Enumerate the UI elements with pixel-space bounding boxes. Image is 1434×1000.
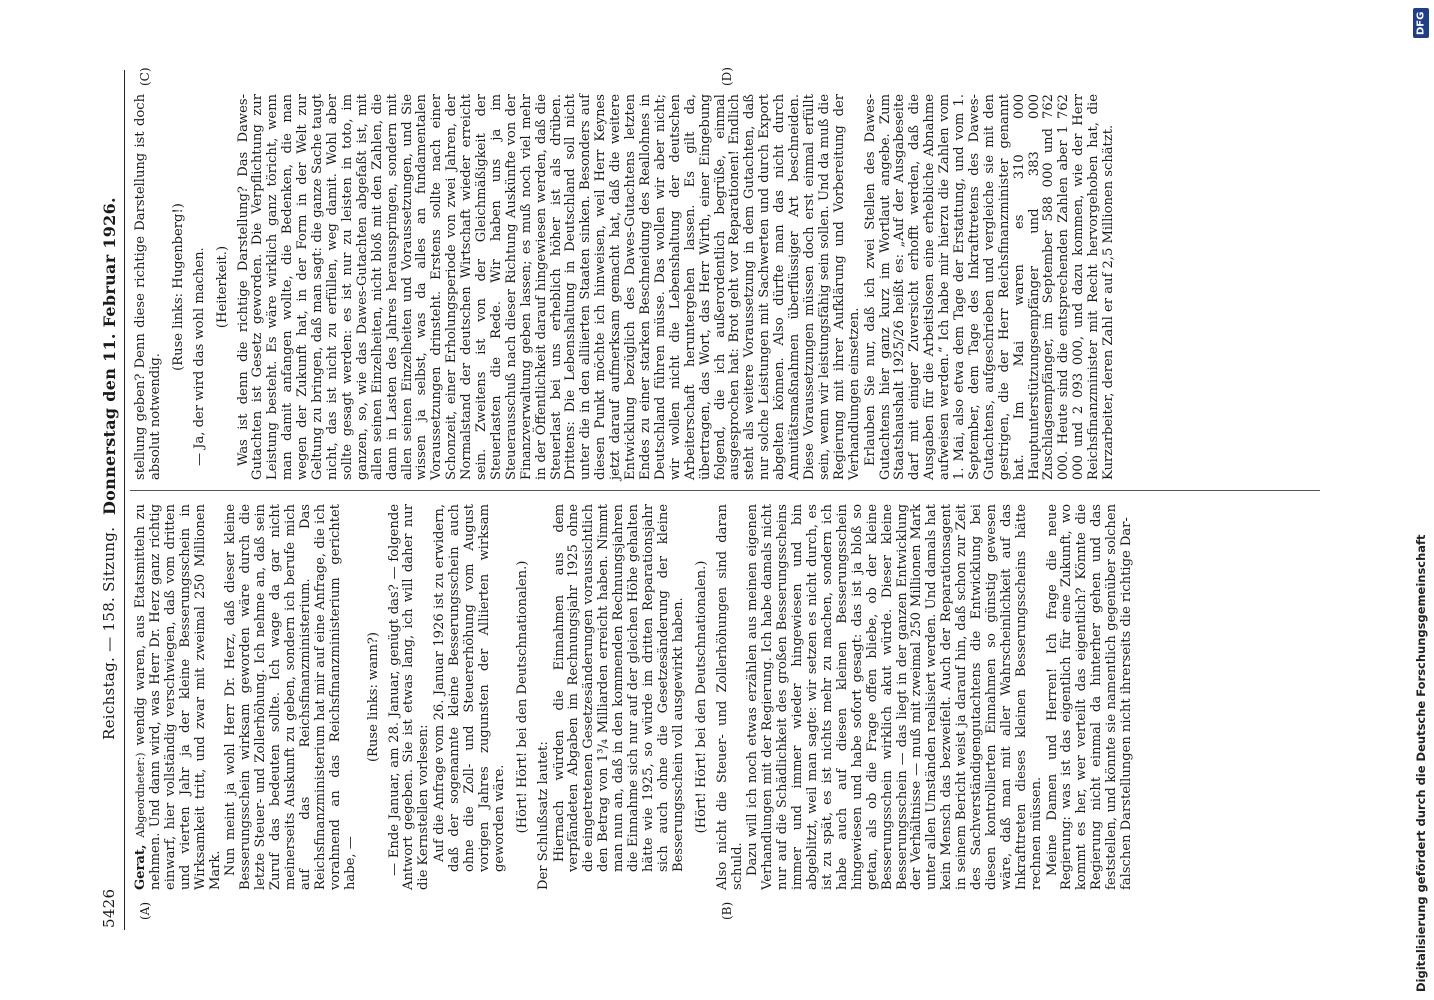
paragraph: Der Schlußsatz lautet: [535, 741, 551, 890]
interjection: (Hört! Hört! bei den Deutschnationalen.) [693, 560, 709, 834]
margin-marker-d: (D) [720, 67, 734, 86]
paragraph: Dazu will ich noch etwas erzählen aus meinen eigenen Verhandlungen mit der Regierung. Ich habe damals nicht nur auf die Schädlichkeit des großen Besserungsscheins immer und immer wieder hingewiesen und bin abgeblitzt, weil man sagte: wir setzen es nicht durch, es ist zu spät, es ist nichts mehr zu machen, sondern ich habe auch auf diesen kleinen Besserungsschein hingewiesen und habe sofort gesagt: das ist ja bloß so getan, als ob die Frage offen bliebe, ob der kleine Besserungsschein wirklich akut würde. Dieser kleine Besserungsschein — das liegt in der ganzen Entwicklung der Verhältnisse — muß mit zweimal 250 Millionen Mark unter allen Umständen realisiert werden. Und damals hat kein Mensch das bezweifelt. Auch der Reparationsagent in seinem Bericht weist ja darauf hin, daß schon zur Zeit des Sachverständigengutachtens die Entwicklung bei diesen kontrollierten Einnahmen so günstig gewesen wäre, daß man mit aller Wahrscheinlichkeit auf das Inkrafttreten dieses kleinen Besserungsscheins hätte rechnen müssen. [745, 504, 1044, 890]
left-column [134, 504, 1136, 890]
paragraph: — Ja, der wird das wohl machen. [191, 247, 207, 466]
interjection: (Hört! Hört! bei den Deutschnationalen.) [514, 560, 530, 834]
page-header [100, 70, 124, 930]
funding-sidebar [1412, 42, 1430, 992]
speaker-role: Abgeordneter:) [134, 752, 147, 838]
margin-marker-c: (C) [138, 67, 152, 86]
session-title: Reichstag. — 158. Sitzung. [100, 526, 118, 740]
column-divider [130, 490, 1320, 491]
paragraph: Meine Damen und Herren! Ich frage die neue Regierung: was ist das eigentlich für eine Zukunft, wo kommt es her, wer verteilt das eigentlich? Könnte die Regierung nicht einmal da hinterher gehen und das feststellen, und könnte sie namentlich gegenüber solchen falschen Darstellungen nicht ihrerseits die richtige Dar- [1044, 504, 1135, 890]
quotation: Hiernach würden die Einnahmen aus dem verpfändeten Abgaben im Rechnungsjahr 1925 ohne die eingetretenen Gesetzesänderungen voraussichtlich den Betrag von 1³/₄ Milliarden erreicht haben. Nimmt man nun an, daß in den kommenden Rechnungsjahren die Einnahme sich nur auf der gleichen Höhe gehalten hätte wie 1925, so würde im dritten Reparationsjahr sich auch ohne die Gesetzesänderung der kleine Besserungsschein voll ausgewirkt haben. [551, 504, 686, 872]
paragraph-text: wendig waren, aus Etatsmitteln zu nehmen. Und dann wird, was Herr Dr. Herz ganz richtig einwarf, hier vollständig verschwiegen, daß vom dritten und vierten Jahr ja der kleine Besserungsschein in Wirksamkeit tritt, und zwar mit zweimal 250 Millionen Mark. [133, 504, 223, 890]
paragraph: Was ist denn die richtige Darstellung? Das Dawes-Gutachten ist Gesetz geworden. Die Verpflichtung zur Leistung besteht. Es wäre wirklich ganz töricht, wenn man damit anfangen wollte, die Bedenken, die man wegen der Zukunft hat, in der Form in der Welt zur Geltung zu bringen, daß man sagt: die ganze Sache taugt nicht, das ist nicht zu erfüllen, weg damit. Wohl aber sollte gesagt werden: es ist nur zu leisten in toto, im ganzen, so, wie das Dawes-Gutachten abgefaßt ist, mit allen seinen Einzelheiten, nicht bloß mit den Zahlen, die dann in Lasten des Jahres herausspringen, sondern mit allen seinen Einzelheiten und Voraussetzungen, und Sie wissen ja selbst, was da alles an fundamentalen Voraussetzungen drinsteht. Erstens sollte nach einer Schonzeit, einer Erholungsperiode von zwei Jahren, der Normalstand der deutschen Wirtschaft wieder erreicht sein. Zweitens ist von der Gleichmäßigkeit der Steuerlasten die Rede. Wir haben uns ja im Steuerausschuß nach dieser Richtung Auskünfte von der Finanzverwaltung geben lassen; es muß noch viel mehr in der Öffentlichkeit darauf hingewiesen werden, daß die Steuerlast bei uns erheblich höher ist als drüben. Drittens: Die Lebenshaltung in Deutschland soll nicht unter die in den alliierten Staaten sinken. Besonders auf diesen Punkt möchte ich hinweisen, weil Herr Keynes jetzt darauf aufmerksam gemacht hat, daß die weitere Entwicklung bezüglich des Dawes-Gutachtens letzten Endes zu einer starken Beschneidung des Reallohnes in Deutschland führen müsse. Das wollen wir aber nicht; wir wollen nicht die Lebenshaltung der deutschen Arbeiterschaft heruntergehen lassen. Es gilt da, übertragen, das Wort, das Herr Wirth, einer Eingebung folgend, die ich außerordentlich begrüße, einmal ausgesprochen hat: Brot geht vor Reparationen! Endlich steht als weitere Voraussetzung in dem Gutachten, daß nur solche Leistungen mit Sachwerten und durch Export abgelten können. Also dürfte man das nicht durch Annuitätsmaßnahmen überflüssiger Art beschneiden. Diese Voraussetzungen müssen doch erst einmal erfüllt sein, wenn wir leistungsfähig sein sollen. Und da muß die Regierung mit ihrer Aufklärung und Vorbereitung der Verhandlungen einsetzen. [235, 94, 862, 480]
session-date: Donnerstag den 11. Februar 1926. [100, 197, 119, 515]
paragraph: Erlauben Sie nur, daß ich zwei Stellen des Dawes-Gutachtens hier ganz kurz im Wortlaut angebe. Zum Staatshaushalt 1925/26 heißt es: „Auf der Ausgabeseite darf mit einiger Zuversicht erhofft werden, daß die Ausgaben für die Arbeitslosen eine erhebliche Abnahme aufweisen werden.“ Ich habe mir hierzu die Zahlen vom 1. Mai, also etwa dem Tage der Erstattung, und vom 1. September, dem Tage des Inkrafttretens des Dawes-Gutachtens, aufgeschrieben und vergleiche sie mit den gestrigen, die der Herr Reichsfinanzminister genannt hat. Im Mai waren es 310 000 Hauptunterstützungsempfänger und 383 000 Zuschlagsempfänger, im September 588 000 und 762 000. Heute sind die entsprechenden Zahlen aber 1 762 000 und 2 093 000, und dazu kommen, wie der Herr Reichsfinanzminister mit Recht hervorgehoben hat, die Kurzarbeiter, deren Zahl er auf 2,5 Millionen schätzt. [862, 94, 1117, 480]
interjection: (Ruse links: wann?) [365, 631, 381, 763]
paragraph: Nun meint ja wohl Herr Dr. Herz, daß dieser kleine Besserungsschein wirksam geworden wäre durch die letzte Steuer- und Zollerhöhung. Ich nehme an, daß sein Zuruf das bedeuten sollte. Ich wage da gar nicht meinerseits Auskunft zu geben, sondern ich berufe mich auf das Reichsfinanzministerium. Das Reichsfinanzministerium hat mir auf eine Anfrage, die ich vorahnend an das Reichsfinanzministerium gerichtet habe, — [223, 504, 358, 890]
quotation: Auf die Anfrage vom 26. Januar 1926 ist zu erwidern, daß der sogenannte kleine Besserungsschein auch ohne die Zoll- und Steuererhöhung vom August vorigen Jahres zugunsten der Alliierten wirksam geworden wäre. [432, 504, 507, 872]
paragraph: stellung geben? Denn diese richtige Darstellung ist doch absolut notwendig. [133, 94, 163, 480]
paragraph [134, 504, 223, 890]
document-page [100, 67, 1360, 930]
right-column [134, 94, 1118, 480]
margin-marker-a: (A) [138, 901, 152, 920]
speaker-name: Gerat, [133, 844, 148, 890]
interjection: (Ruse links: Hugenberg!) [170, 203, 186, 371]
dfg-badge: DFG [1413, 8, 1429, 38]
header-rule [124, 70, 125, 930]
margin-marker-b: (B) [720, 901, 734, 920]
interjection: (Heiterkeit.) [214, 245, 230, 329]
paragraph: Also nicht die Steuer- und Zollerhöhungen sind daran schuld. [714, 504, 745, 890]
paragraph: — Ende Januar, am 28. Januar, genügt das? — folgende Antwort gegeben. Sie ist etwas lang, ich will daher nur die Kernstellen vorlesen: [386, 504, 432, 890]
funding-note: Digitalisierung gefördert durch die Deutsche Forschungsgemeinschaft [1414, 534, 1428, 992]
page-number: 5426 [100, 888, 118, 928]
